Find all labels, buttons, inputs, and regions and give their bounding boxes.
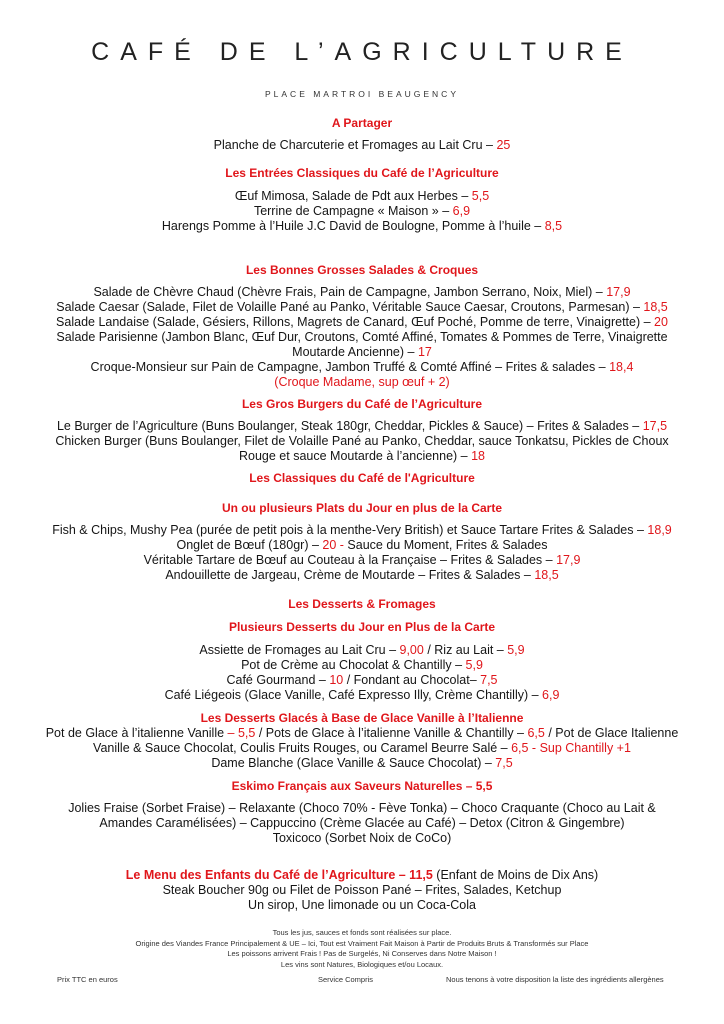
item-text: (Enfant de Moins de Dix Ans) bbox=[432, 868, 599, 882]
price-text: 6,9 bbox=[542, 688, 560, 702]
price-text: 10 bbox=[329, 673, 344, 687]
menu-item bbox=[0, 741, 724, 756]
menu-item bbox=[0, 688, 724, 703]
item-text: Café Gourmand – bbox=[226, 673, 330, 687]
item-text: Harengs Pomme à l’Huile J.C David de Boulogne, Pomme à l’huile – bbox=[161, 219, 545, 233]
item-text: Onglet de Bœuf (180gr) – bbox=[176, 538, 323, 552]
menu-section bbox=[0, 711, 724, 771]
menu-item bbox=[0, 538, 724, 553]
menu-item bbox=[0, 726, 724, 741]
item-text: Salade de Chèvre Chaud (Chèvre Frais, Pain de Campagne, Jambon Serrano, Noix, Miel) – bbox=[93, 285, 607, 299]
menu-item bbox=[0, 568, 724, 583]
item-text: Sauce du Moment, Frites & Salades bbox=[343, 538, 548, 552]
price-text: 9,00 bbox=[399, 643, 424, 657]
menu-item bbox=[0, 285, 724, 300]
price-text: 17,9 bbox=[556, 553, 581, 567]
menu-section bbox=[0, 263, 724, 390]
menu-item bbox=[0, 553, 724, 568]
item-text: Le Burger de l’Agriculture (Buns Boulanger, Steak 180gr, Cheddar, Pickles & Sauce) – Frites & Salades – bbox=[56, 419, 643, 433]
item-text: / Riz au Lait – bbox=[423, 643, 508, 657]
section-heading: Les Desserts & Fromages bbox=[288, 597, 436, 611]
item-text: Salade Parisienne (Jambon Blanc, Œuf Dur, Croutons, Comté Affiné, Tomates & Pommes de Terre, Vinaigrette bbox=[56, 330, 668, 344]
menu-section bbox=[0, 116, 724, 153]
item-text: Terrine de Campagne « Maison » – bbox=[253, 204, 453, 218]
allergens-note: Nous tenons à votre disposition la liste des ingrédients allergènes bbox=[446, 975, 664, 984]
menu-section bbox=[0, 471, 724, 486]
price-text: 20 - bbox=[322, 538, 344, 552]
item-text: Véritable Tartare de Bœuf au Couteau à la Française – Frites & Salades – bbox=[143, 553, 557, 567]
menu-item bbox=[0, 898, 724, 913]
item-text: Vanille & Sauce Chocolat, Coulis Fruits Rouges, ou Caramel Beurre Salé – bbox=[93, 741, 512, 755]
restaurant-address: PLACE MARTROI BEAUGENCY bbox=[264, 89, 459, 99]
section-heading: Un ou plusieurs Plats du Jour en plus de la Carte bbox=[221, 501, 503, 515]
menu-item bbox=[0, 189, 724, 204]
section-heading: Les Entrées Classiques du Café de l’Agriculture bbox=[225, 166, 499, 180]
item-text: Amandes Caramélisées) – Cappuccino (Crème Glacée au Café) – Detox (Citron & Gingembre) bbox=[99, 816, 625, 830]
menu-item bbox=[0, 523, 724, 538]
menu-section bbox=[0, 779, 724, 846]
price-text: 17,9 bbox=[606, 285, 631, 299]
menu-item bbox=[0, 345, 724, 360]
menu-item bbox=[0, 658, 724, 673]
service-note: Service Compris bbox=[318, 975, 374, 984]
section-heading: Les Classiques du Café de l'Agriculture bbox=[249, 471, 475, 485]
price-text: 17 bbox=[417, 345, 432, 359]
menu-item bbox=[0, 138, 724, 153]
price-text: 25 bbox=[496, 138, 511, 152]
price-text: 18,9 bbox=[647, 523, 672, 537]
item-text: Steak Boucher 90g ou Filet de Poisson Pané – Frites, Salades, Ketchup bbox=[162, 883, 562, 897]
item-text: / Fondant au Chocolat– bbox=[343, 673, 481, 687]
item-text: Assiette de Fromages au Lait Cru – bbox=[199, 643, 400, 657]
item-text: Rouge et sauce Moutarde à l’ancienne) – bbox=[239, 449, 472, 463]
item-text: Pot de Crème au Chocolat & Chantilly – bbox=[241, 658, 466, 672]
item-text: Croque-Monsieur sur Pain de Campagne, Jambon Truffé & Comté Affiné – Frites & salades – bbox=[90, 360, 610, 374]
section-heading: Les Desserts Glacés à Base de Glace Vanille à l’Italienne bbox=[200, 711, 524, 725]
menu-item bbox=[0, 434, 724, 449]
item-text: Salade Caesar (Salade, Filet de Volaille Pané au Panko, Véritable Sauce Caesar, Croutons, Parmesan) – bbox=[56, 300, 644, 314]
price-text: 5,5 bbox=[471, 189, 490, 203]
menu-item bbox=[0, 449, 724, 464]
price-text: 5,9 bbox=[465, 658, 483, 672]
price-text: 18,4 bbox=[609, 360, 634, 374]
price-text: 18,5 bbox=[534, 568, 559, 582]
menu-section bbox=[0, 597, 724, 612]
price-text: 7,5 bbox=[480, 673, 498, 687]
footer-note: Tous les jus, sauces et fonds sont réalisées sur place. bbox=[272, 928, 452, 937]
menu-item bbox=[0, 756, 724, 771]
price-text: (Croque Madame, sup œuf + 2) bbox=[274, 375, 450, 389]
menu-section bbox=[0, 501, 724, 583]
price-text: 17,5 bbox=[642, 419, 668, 433]
price-text: – 5,5 bbox=[227, 726, 256, 740]
section-heading: Les Gros Burgers du Café de l’Agriculture bbox=[241, 397, 483, 411]
item-text: Un sirop, Une limonade ou un Coca-Cola bbox=[248, 898, 476, 912]
section-heading: Plusieurs Desserts du Jour en Plus de la Carte bbox=[228, 620, 496, 634]
price-text: 18,5 bbox=[643, 300, 668, 314]
price-text: 5,9 bbox=[507, 643, 525, 657]
menu-section bbox=[0, 868, 724, 913]
item-text: Café Liégeois (Glace Vanille, Café Expresso Illy, Crème Chantilly) – bbox=[164, 688, 543, 702]
item-text: / Pot de Glace Italienne bbox=[544, 726, 679, 740]
menu-item bbox=[0, 801, 724, 816]
menu-item bbox=[0, 868, 724, 883]
footer-note: Les vins sont Natures, Biologiques et/ou Locaux. bbox=[280, 959, 444, 969]
menu-section bbox=[0, 166, 724, 234]
price-text: 6,5 bbox=[527, 726, 545, 740]
menu-item bbox=[0, 330, 724, 345]
item-text: Dame Blanche (Glace Vanille & Sauce Chocolat) – bbox=[211, 756, 496, 770]
menu-item bbox=[0, 883, 724, 898]
menu-item bbox=[0, 643, 724, 658]
item-text: Fish & Chips, Mushy Pea (purée de petit pois à la menthe-Very British) et Sauce Tartare Frites & Salades – bbox=[52, 523, 648, 537]
item-text: Toxicoco (Sorbet Noix de CoCo) bbox=[272, 831, 452, 845]
menu-item bbox=[0, 300, 724, 315]
menu-item bbox=[0, 831, 724, 846]
footer-notes bbox=[0, 928, 724, 970]
item-text: Pot de Glace à l’italienne Vanille bbox=[45, 726, 228, 740]
footer-note: Les poissons arrivent Frais ! Pas de Surgelés, Ni Conserves dans Notre Maison ! bbox=[227, 949, 497, 958]
item-text: Œuf Mimosa, Salade de Pdt aux Herbes – bbox=[234, 189, 472, 203]
item-text: / Pots de Glace à l’italienne Vanille & Chantilly – bbox=[255, 726, 528, 740]
footer-note: Origine des Viandes France Principalement & UE – Ici, Tout est Vraiment Fait Maison à Partir de Produits Bruts & Transformés sur Place bbox=[135, 938, 589, 948]
item-text: Jolies Fraise (Sorbet Fraise) – Relaxante (Choco 70% - Fève Tonka) – Choco Craquante (Choco au Lait & bbox=[68, 801, 656, 815]
menu-item bbox=[0, 204, 724, 219]
price-text: 18 bbox=[471, 449, 485, 463]
restaurant-title: CAFÉ DE L’AGRICULTURE bbox=[91, 38, 633, 66]
item-text: Chicken Burger (Buns Boulanger, Filet de Volaille Pané au Panko, Cheddar, sauce Tonkatsu, Pickles de Choux bbox=[55, 434, 669, 448]
menu-item bbox=[0, 816, 724, 831]
item-text: Moutarde Ancienne) – bbox=[292, 345, 418, 359]
item-text: Salade Landaise (Salade, Gésiers, Rillons, Magrets de Canard, Œuf Poché, Pomme de terre, Vinaigrette) – bbox=[56, 315, 655, 329]
menu-item bbox=[0, 219, 724, 234]
price-text: 6,9 bbox=[452, 204, 471, 218]
price-text: 8,5 bbox=[544, 219, 563, 233]
menu-item bbox=[0, 673, 724, 688]
price-text: 6,5 - Sup Chantilly +1 bbox=[511, 741, 631, 755]
price-text: Le Menu des Enfants du Café de l’Agriculture – 11,5 bbox=[125, 868, 433, 882]
menu-item bbox=[0, 419, 724, 434]
price-text: 20 bbox=[654, 315, 668, 329]
section-heading: Eskimo Français aux Saveurs Naturelles – 5,5 bbox=[231, 779, 493, 793]
menu-section bbox=[0, 620, 724, 703]
item-text: Planche de Charcuterie et Fromages au Lait Cru – bbox=[213, 138, 497, 152]
menu-item bbox=[0, 375, 724, 390]
menu-item bbox=[0, 315, 724, 330]
prices-note: Prix TTC en euros bbox=[57, 975, 118, 984]
section-heading: Les Bonnes Grosses Salades & Croques bbox=[245, 263, 479, 277]
menu-item bbox=[0, 360, 724, 375]
menu-section bbox=[0, 397, 724, 464]
section-heading: A Partager bbox=[331, 116, 393, 130]
item-text: Andouillette de Jargeau, Crème de Moutarde – Frites & Salades – bbox=[165, 568, 535, 582]
price-text: 7,5 bbox=[495, 756, 513, 770]
